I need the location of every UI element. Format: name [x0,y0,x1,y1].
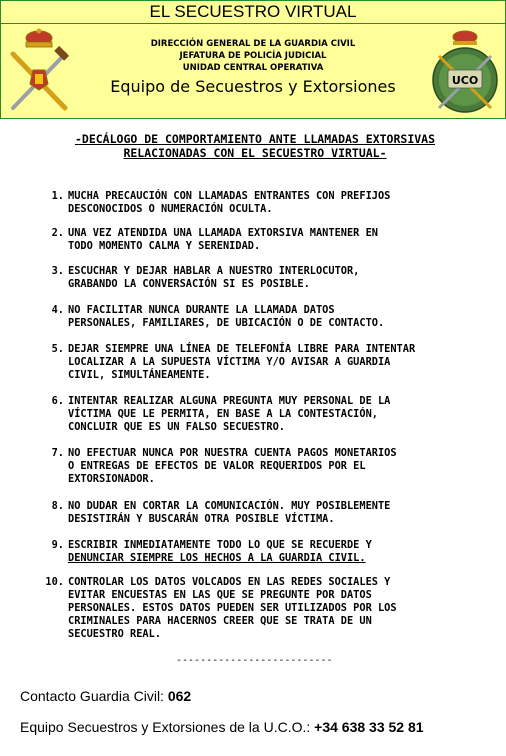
item-line: INTENTAR REALIZAR ALGUNA PREGUNTA MUY PERSONAL DE LA [68,395,391,407]
item-line: TODO MOMENTO CALMA Y SERENIDAD. [68,240,261,252]
item-line: DESISTIRÁN Y BUSCARÁN OTRA POSIBLE VÍCTIMA. [68,513,335,525]
header-banner [0,24,506,119]
item-line: PERSONALES, FAMILIARES, DE UBICACIÓN O DE CONTACTO. [68,317,385,329]
contact-uco [20,719,424,735]
unit-line: UNIDAD CENTRAL OPERATIVA [182,63,324,73]
item-line: CIVIL, SIMULTÁNEAMENTE. [68,369,211,381]
item-number: 4. [51,304,64,316]
item-line: SECUESTRO REAL. [68,628,161,640]
divider: -------------------------- [176,655,333,666]
item-number: 3. [51,265,64,277]
item-number: 5. [51,343,64,355]
contact-number: 062 [167,688,192,704]
headquarters-line: JEFATURA DE POLICÍA JUDICIAL [179,51,327,61]
item-line: DEJAR SIEMPRE UNA LÍNEA DE TELEFONÍA LIBRE PARA INTENTAR [68,343,416,355]
uco-badge-text: UCO [451,74,479,87]
item-line: GRABANDO LA CONVERSACIÓN SI ES POSIBLE. [68,278,310,290]
item-line: UNA VEZ ATENDIDA UNA LLAMADA EXTORSIVA MANTENER EN [68,227,378,239]
item-number: 6. [51,395,64,407]
decalogue-heading [20,132,490,160]
item-line: PERSONALES. ESTOS DATOS PUEDEN SER UTILIZADOS POR LOS [68,602,397,614]
contact-label: Contacto Guardia Civil: [20,688,168,704]
item-line-underlined: DENUNCIAR SIEMPRE LOS HECHOS A LA GUARDIA CIVIL. [68,552,366,564]
guardia-civil-emblem-icon [5,28,73,114]
contact-label: Equipo Secuestros y Extorsiones de la U.C.O.: [20,719,315,735]
document-title: EL SECUESTRO VIRTUAL [0,0,506,24]
item-number: 9. [51,539,64,551]
item-line: LOCALIZAR A LA SUPUESTA VÍCTIMA Y/O AVISAR A GUARDIA [68,356,391,368]
team-name: Equipo de Secuestros y Extorsiones [110,77,396,96]
item-line: O ENTREGAS DE EFECTOS DE VALOR REQUERIDOS POR EL [68,460,366,472]
item-number: 1. [51,190,64,202]
item-line: VÍCTIMA QUE LE PERMITA, EN BASE A LA CONTESTACIÓN, [68,408,378,420]
heading-line-2: RELACIONADAS CON EL SECUESTRO VIRTUAL- [123,146,387,160]
item-line: CRIMINALES PARA HACERNOS CREER QUE SE TRATA DE UN [68,615,372,627]
item-line: NO EFECTUAR NUNCA POR NUESTRA CUENTA PAGOS MONETARIOS [68,447,397,459]
item-line: MUCHA PRECAUCIÓN CON LLAMADAS ENTRANTES CON PREFIJOS [68,190,391,202]
contact-guardia-civil [20,688,191,704]
item-line: EVITAR ENCUESTAS EN LAS QUE SE PREGUNTE POR DATOS [68,589,372,601]
item-number: 2. [51,227,64,239]
item-line: CONCLUIR QUE ES UN FALSO SECUESTRO. [68,421,285,433]
item-line: NO FACILITAR NUNCA DURANTE LA LLAMADA DATOS [68,304,335,316]
item-line: CONTROLAR LOS DATOS VOLCADOS EN LAS REDES SOCIALES Y [68,576,391,588]
item-line: DESCONOCIDOS O NUMERACIÓN OCULTA. [68,203,273,215]
uco-badge-icon [429,28,501,114]
item-line: NO DUDAR EN CORTAR LA COMUNICACIÓN. MUY POSIBLEMENTE [68,500,391,512]
item-number: 8. [51,500,64,512]
item-line: ESCUCHAR Y DEJAR HABLAR A NUESTRO INTERLOCUTOR, [68,265,360,277]
directorate-line: DIRECCIÓN GENERAL DE LA GUARDIA CIVIL [150,39,356,49]
item-number: 10. [45,576,64,588]
banner-text [85,38,421,98]
item-line: ESCRIBIR INMEDIATAMENTE TODO LO QUE SE RECUERDE Y [68,539,372,551]
item-number: 7. [51,447,64,459]
contact-number: +34 638 33 52 81 [314,719,424,735]
item-line: EXTORSIONADOR. [68,473,155,485]
heading-line-1: -DECÁLOGO DE COMPORTAMIENTO ANTE LLAMADAS EXTORSIVAS [74,132,436,146]
